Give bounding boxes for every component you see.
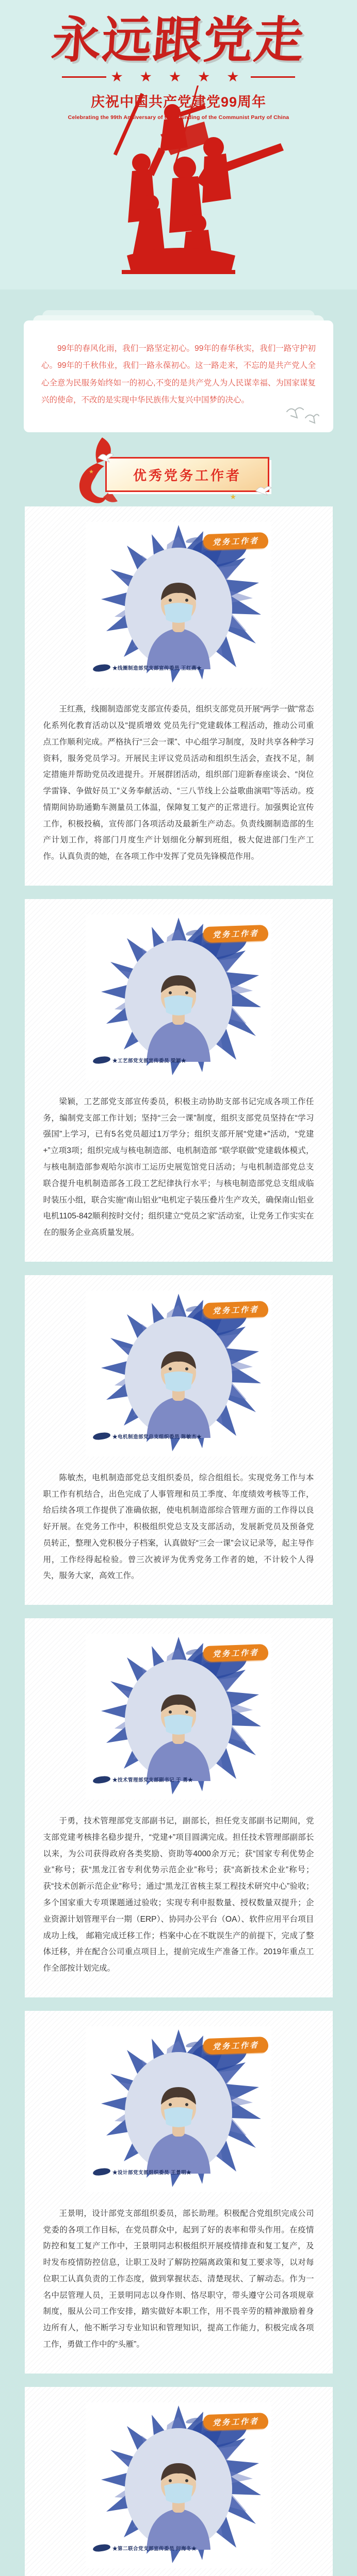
- profile-card: [25, 1275, 333, 1605]
- profile-bio-text: 王红燕，线圈制造部党支部宣传委员，组织支部党员开展“两学一做”常态化系列化教育活动以及“提质增效 党员先行”党建载体工程活动，推动公司重点工作顺利完成。严格执行“三会一课”、中心组学习制度，及时共享各种学习资料，服务党员学习。开展民主评议党员活动和组织生活会，查找不足，制定措施并帮助党员改进提升。开展群团活动，组织部门迎新春座谈会、“岗位学雷锋、争做好员工”义务奉献活动、“三八节线上公益歌曲演唱”等活动。疫情期间协助通勤车测量员工体温，保障复工复产的正常进行。加强舆论宣传工作，积极投稿，宣传部门各项活动及最新生产动态。负责线圈制造部的生产计划工作，将部门月度生产计划细化分解到班组，极大促进部门生产工作。认真负责的她，在各项工作中发挥了党员先锋模范作用。: [43, 705, 314, 861]
- dove-icon: [255, 484, 272, 496]
- star-divider: [0, 70, 357, 84]
- profiles-list: [0, 506, 357, 2576]
- photo-caption: ★电机制造部党总支组织委员 陈敏杰★: [93, 1433, 202, 1440]
- section-header: [88, 448, 269, 501]
- intro-paragraph: 99年的春风化雨，我们一路坚定初心。99年的春华秋实，我们一路守护初心。99年的千秋伟业，我们一路永葆初心。这一路走来，不忘的是共产党人全心全意为民服务始终如一的初心,不变的是共产党人为人民谋幸福、为国家谋复兴的使命，不改的是实现中华民族伟大复兴中国梦的决心。: [41, 344, 316, 404]
- section-title: 优秀党务工作者: [133, 467, 241, 483]
- badge-party-worker: 党务工作者: [203, 925, 268, 943]
- profile-card: [25, 506, 333, 886]
- profile-bio-text: 梁颖，工艺部党支部宣传委员，积极主动协助支部书记完成各项工作任务，编制党支部工作计划；坚持“三会一课”制度，组织支部党员坚持在“学习强国”上学习，已有5名党员超过1万学分；组织支部开展“党建+”活动，“党建+”立项3项；组织完成与核电制造部、电机制造部 “联学联做”党建载体模式，与核电制造部参观哈尔滨市工运历史展览馆党日活动；与电机制造部党总支联合提升电机制造部各工段工艺纪律执行水平；与核电制造部党总支组成临时装压小组，联合实施“南山铝业”电机定子装压叠片生产攻关，确保南山铝业电机1105-842顺利按时交付；组织建立“党员之家”活动室，让党务工作实实在在的服务企业高质量发展。: [43, 1097, 314, 1238]
- badge-party-worker: 党务工作者: [203, 1301, 268, 1319]
- profile-card: [25, 2387, 333, 2576]
- banner-subtitle: 庆祝中国共产党建党99周年: [90, 94, 267, 110]
- profile-photo: [86, 2026, 271, 2192]
- profile-bio-text: 陈敏杰，电机制造部党总支组织委员，综合组组长。实现党务工作与本职工作有机结合，出色完成了人事管理和员工季度、年度绩效考核等工作，给后续各项工作提供了准确依据，使电机制造部综合管理方面的工作得以良好开展。在党务工作中，积极组织党总支及支部活动，发展新党员及预备党员转正，整理入党积极分子档案，认真做好“三会一课”会议记录等，起主导作用，工作经得起检验。曾三次被评为优秀党务工作者的她，不计较个人得失，服务大家，高效工作。: [43, 1473, 314, 1581]
- photo-caption: ★工艺部党支部宣传委员 梁颖★: [93, 1057, 186, 1064]
- profile-card: [25, 2011, 333, 2374]
- banner: [0, 0, 357, 290]
- profile-photo: [86, 1634, 271, 1800]
- profile-bio-text: 王景明，设计部党支部组织委员，部长助理。积极配合党组织完成公司党委的各项工作目标，在党员群众中，起到了好的表率和带头作用。在疫情防控和复工复产工作中，王景明同志积极组织开展疫情排查和复工复产，及时发布疫情防控信息，让职工及时了解防控隔离政策和复工要求等，以对每位职工认真负责的工作态度，做到掌握状态、清楚现状、了解动态。作为一名中层管理人员，王景明同志以身作则、恪尽职守，带头遵守公司各项规章制度，服从公司工作安排，踏实做好本职工作，用不畏辛劳的精神激励着身边所有人，他不断学习专业知识和管理知识，提高工作能力，积极完成各项工作，勇做工作中的“头雁”。: [43, 2209, 314, 2349]
- page-title: 永远跟党走: [50, 11, 307, 69]
- profile-photo: [86, 522, 271, 688]
- profile-photo: [86, 1291, 271, 1456]
- profile-photo: [86, 2402, 271, 2568]
- banner-subtitle-en: Celebrating the 99th Anniversary of the Founding of the Communist Party of China: [68, 114, 289, 121]
- profile-bio-text: 于勇，技术管理部党支部副书记，副部长，担任党支部副书记期间，党支部党建考核排名稳步提升，“党建+”项目圆满完成。担任技术管理部副部长以来，为公司获得政府各类奖励、资助等4000余万元；获“国家专利优势企业”称号；获“黑龙江省专利优势示范企业”称号；获“高新技术企业”称号；获“技术创新示范企业”称号；通过“黑龙江省核主泵工程技术研究中心”验收；多个国家重大专项课题通过验收；实现专利申报数量、授权数量双提升；企业资源计划管理平台一期（ERP）、协同办公平台（OA）、软件应用平台项目成功上线， 邮箱完成迁移工作；档案中心在不耽误生产的前提下，完成了整体迁移，并在配合公司重点项目上，提前完成生产准备工作。2019年重点工作全部按计划完成。: [43, 1817, 314, 1973]
- intro-card: [24, 320, 333, 432]
- profile-card: [25, 899, 333, 1262]
- section-title-box: [105, 457, 269, 492]
- profile-photo: [86, 914, 271, 1080]
- star-sparkle-icon: ★: [89, 469, 94, 476]
- photo-caption: ★线圈制造部党支部宣传委员 王红燕★: [93, 664, 202, 671]
- badge-party-worker: 党务工作者: [203, 2413, 268, 2431]
- badge-party-worker: 党务工作者: [203, 2037, 268, 2055]
- doves-sketch-icon: [284, 402, 320, 425]
- photo-caption: ★设计部党支部组织委员 王景明★: [93, 2168, 191, 2176]
- photo-caption: ★第二联合党支部宣传委员 问海冬★: [93, 2545, 197, 2552]
- intro-section: [0, 290, 357, 434]
- star-sparkle-icon: ★: [230, 493, 236, 501]
- five-stars-icon: ★ ★ ★ ★ ★: [111, 70, 246, 84]
- photo-caption: ★技术管理部党支部副书记 于 勇★: [93, 1776, 193, 1783]
- divider-line-right: [251, 76, 295, 78]
- divider-line-left: [62, 76, 106, 78]
- badge-party-worker: 党务工作者: [203, 532, 268, 550]
- profile-card: [25, 1618, 333, 1997]
- badge-party-worker: 党务工作者: [203, 1644, 268, 1662]
- dove-icon: [97, 451, 115, 463]
